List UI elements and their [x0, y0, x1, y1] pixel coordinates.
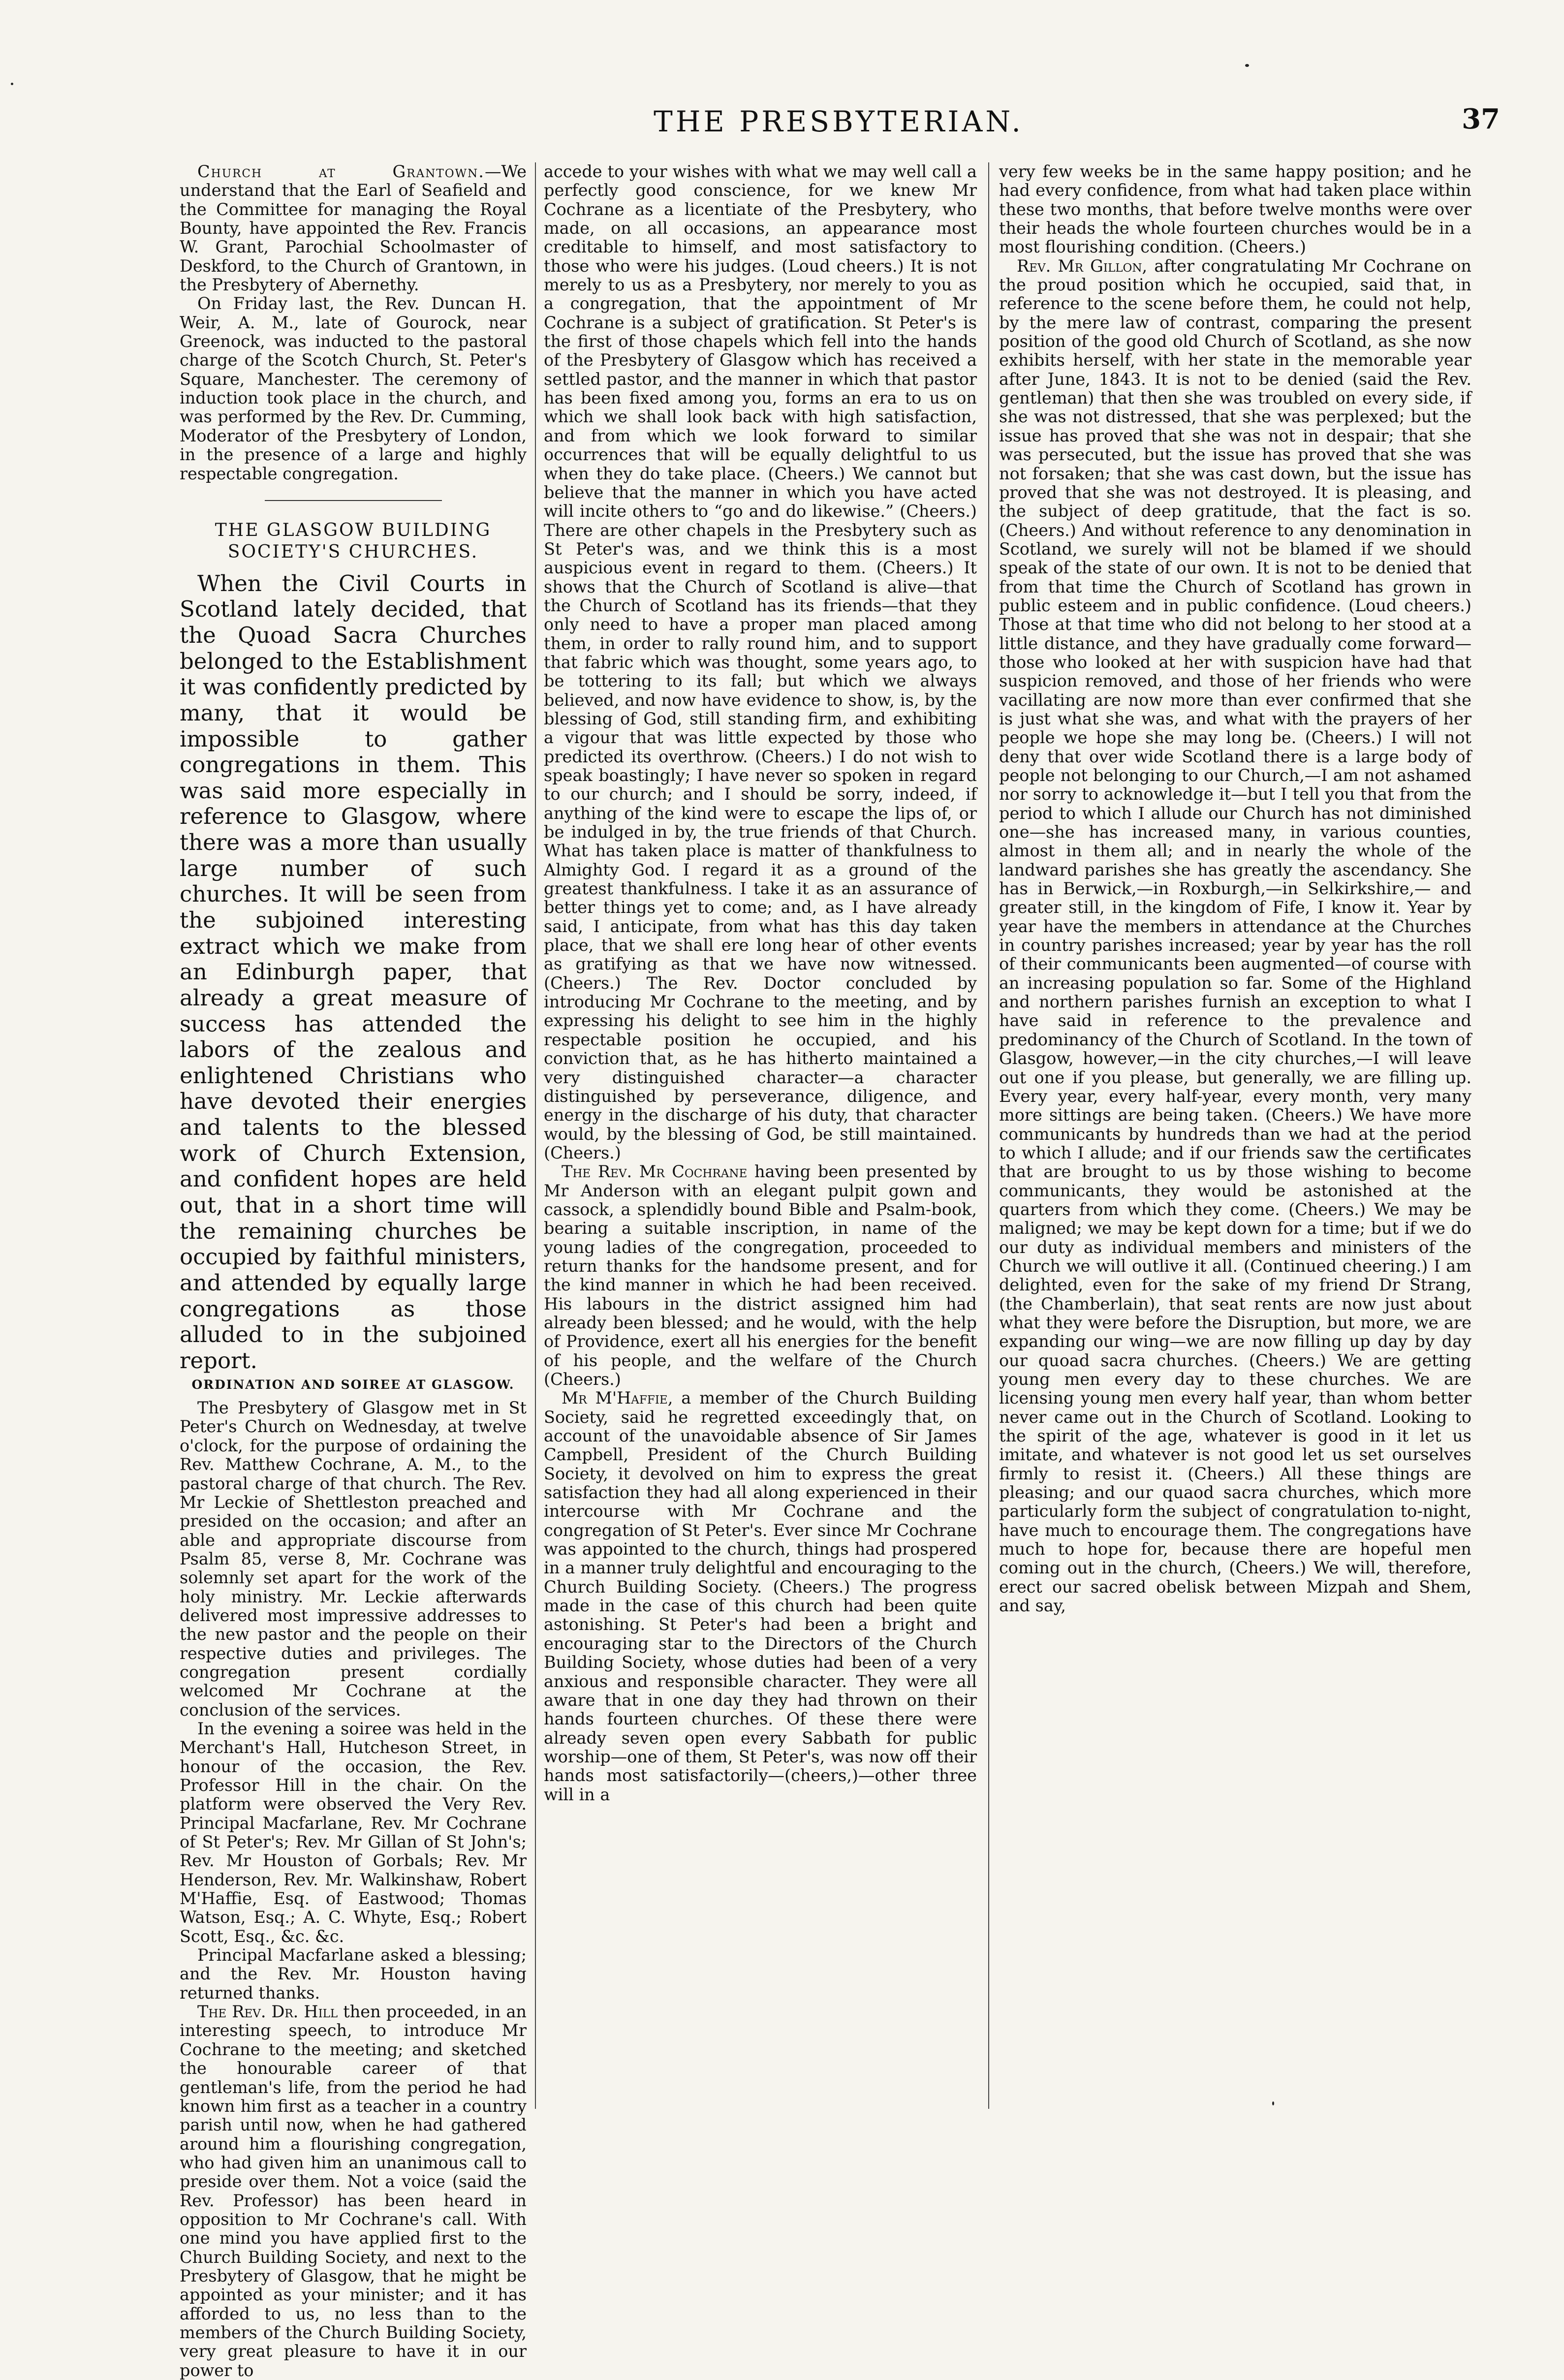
dr-hill-speech-continued: accede to your wishes with what we may well call a perfectly good conscience, for we knew Mr Cochrane as a licentiate of the Presbytery, who made, on all occasions, an appearance most creditable to himself, and most satisfactory to those who were his judges. (Loud cheers.) It is not merely to us as a Presbytery, nor merely to you as a congregation, that the appointment of Mr Cochrane is a subject of gratification. St Peter's is the first of those chapels which fell into the hands of the Presbytery of Glasgow which has received a settled pastor, and the manner in which that pastor has been fixed among you, forms an era to us on which we shall look back with high satisfaction, and from which we look forward to similar occurrences that will be equally delightful to us when they do take place. (Cheers.) We cannot but believe that the manner in which you have acted will incite others to “go and do likewise.” (Cheers.) There are other chapels in the Presbytery such as St Peter's was, and we think this is a most auspicious event in regard to them. (Cheers.) It shows that the Church of Scotland is alive—that the Church of Scotland has its friends—that they only need to have a proper man placed among them, in order to rally round him, and to support that fabric which was thought, some years ago, to be tottering to its fall; but which we always believed, and now have evidence to show, is, by the blessing of God, still standing firm, and exhibiting a vigour that was little expected by those who predicted its overthrow. (Cheers.) I do not wish to speak boastingly; I have never so spoken in regard to our church; and I should be sorry, indeed, if anything of the kind were to escape the lips of, or be indulged in by, the true friends of that Church. What has taken place is matter of thankfulness to Almighty God. I regard it as a ground of the greatest thankfulness. I take it as an assurance of better things yet to come; and, as I have already said, I anticipate, from what has this day taken place, that we shall ere long hear of other events as gratifying as that we have now witnessed. (Cheers.) The Rev. Doctor concluded by introducing Mr Cochrane to the meeting, and by expressing his delight to see him in the highly respectable position he occupied, and his conviction that, as he has hitherto maintained a very distinguished character—a character distinguished by perseverance, diligence, and energy in the discharge of his duty, that character would, by the blessing of God, be still maintained. (Cheers.) [544, 162, 977, 1162]
speaker-name: Mr M'Haffie, [562, 1388, 673, 1408]
mhaffie-speech [544, 1389, 977, 1804]
section-title: THE GLASGOW BUILDING SOCIETY'S CHURCHES. [215, 520, 492, 562]
mhaffie-speech-continued: very few weeks be in the same happy position; and he had every confidence, from what had taken place within these two months, that before twelve months were over their heads the whole fourteen churches would be in a most flourishing condition. (Cheers.) [999, 162, 1471, 257]
speech-body: having been presented by Mr Anderson with an elegant pulpit gown and cassock, a splendidly bound Bible and Psalm-book, bearing a suitable inscription, in name of the young ladies of the congregation, proceeded to return thanks for the handsome present, and for the kind manner in which he had been received. His labours in the district assigned him had already been blessed; and he would, with the help of Providence, exert all his energies for the benefit of his people, and the welfare of the Church (Cheers.) [544, 1162, 977, 1389]
intro-paragraph: When the Civil Courts in Scotland lately decided, that the Quoad Sacra Churches belonged to the Establishment it was confidently predicted by many, that it would be impossible to gather congregations in them. This was said more especially in reference to Glasgow, where there was a more than usually large number of such churches. It will be seen from the subjoined interesting extract which we make from an Edinburgh paper, that already a great measure of success has attended the labors of the zealous and enlightened Christians who have devoted their energies and talents to the blessed work of Church Extension, and confident hopes are held out, that in a short time will the remaining churches be occupied by faithful ministers, and attended by equally large congregations as those alluded to in the subjoined report. [180, 570, 527, 1374]
middle-column [544, 162, 977, 2111]
soiree-paragraph: In the evening a soiree was held in the Merchant's Hall, Hutcheson Street, in honour of the occasion, the Rev. Professor Hill in the chair. On the platform were observed the Very Rev. Principal Macfarlane, Rev. Mr Cochrane of St Peter's; Rev. Mr Gillan of St John's; Rev. Mr Houston of Gorbals; Rev. Mr Henderson, Rev. Mr. Walkinshaw, Robert M'Haffie, Esq. of Eastwood; Thomas Watson, Esq.; A. C. Whyte, Esq.; Robert Scott, Esq., &c. &c. [180, 1719, 527, 1946]
gillon-speech [999, 257, 1471, 1616]
ink-speck [11, 83, 13, 85]
running-title: THE PRESBYTERIAN. [654, 105, 1024, 138]
speech-body: then proceeded, in an interesting speech, to introduce Mr Cochrane to the meeting; and sketched the honourable career of that gentleman's life, from the period he had known him first as a teacher in a country parish until now, when he had gathered around him a flourishing congregation, who had given him an unanimous call to preside over them. Not a voice (said the Rev. Professor) has been heard in opposition to Mr Cochrane's call. With one mind you have applied first to the Church Building Society, and next to the Presbytery of Glasgow, that he might be appointed as your minister; and it has afforded to us, no less than to the members of the Church Building Society, very great pleasure to have it in our power to [180, 2002, 527, 2380]
grantown-notice [180, 162, 527, 294]
speech-body: after congratulating Mr Cochrane on the proud position which he occupied, said that, in reference to the scene before them, he could not help, by the mere law of contrast, comparing the present position of the good old Church of Scotland, as she now exhibits herself, with her state in the memorable year after June, 1843. It is not to be denied (said the Rev. gentleman) that then she was troubled on every side, if she was not distressed, that she was perplexed; but the issue has proved that she was not in despair; that she was persecuted, but the issue has proved that she was not forsaken; that she was cast down, but the issue has proved that she was not destroyed. It is pleasing, and the subject of deep gratitude, that the fact is so. (Cheers.) And without reference to any denomination in Scotland, we surely will not be blamed if we should speak of the state of our own. It is not to be denied that from that time the Church of Scotland has grown in public esteem and in public confidence. (Loud cheers.) Those at that time who did not belong to her stood at a little distance, and they have gradually come forward—those who looked at her with suspicion have had that suspicion removed, and those of her friends who were vacillating are now more than ever confirmed that she is just what she was, and what with the prayers of her people we hope she may long be. (Cheers.) I will not deny that over wide Scotland there is a large body of people not belonging to our Church,—I am not ashamed nor sorry to acknowledge it—but I tell you that from the period to which I allude our Church has not diminished one—she has increased many, in various counties, almost in them all; and in nearly the whole of the landward parishes she has greatly the ascendancy. She has in Berwick,—in Roxburgh,—in Selkirkshire,— and greater still, in the kingdom of Fife, I know it. Year by year have the members in attendance at the Churches in country parishes increased; year by year has the roll of their communicants been augmented—of course with an increasing population so far. Some of the Highland and northern parishes furnish an exception to what I have said in reference to the prevalence and predominancy of the Church of Scotland. In the town of Glasgow, however,—in the city churches,—I will leave out one if you please, but generally, we are filling up. Every year, every half-year, every month, very many more sittings are being taken. (Cheers.) We have more communicants by hundreds than we had at the period to which I allude; and if our friends saw the certificates that are brought to us by those wishing to become communicants, they would be astonished at the quarters from which they come. (Cheers.) We may be maligned; we may be kept down for a time; but if we do our duty as individual members and ministers of the Church we will outlive it all. (Continued cheering.) I am delighted, even for the sake of my friend Dr Strang, (the Chamberlain), that seat rents are now just about what they were before the Disruption, but more, we are expanding our wing—we are now filling up day by day our quoad sacra churches. (Cheers.) We are getting young men every day to these churches. We are licensing young men every half year, than whom better never came out in the Church of Scotland. Looking to the spirit of the age, whatever is good in it let us imitate, and whatever is not good let us set ourselves firmly to resist it. (Cheers.) All these things are pleasing; and our quaod sacra churches, which more particularly form the subject of congratulation to-night, have much to encourage them. The congregations have much to hope for, because there are hopeful men coming out in the church, (Cheers.) We will, therefore, erect our sacred obelisk between Mizpah and Shem, and say, [999, 256, 1472, 1616]
notice-lead: Church at Grantown. [197, 162, 485, 181]
speaker-name: The Rev. Mr Cochrane [562, 1162, 748, 1182]
report-subhead: ORDINATION AND SOIREE AT GLASGOW. [191, 1377, 515, 1392]
dr-hill-speech [180, 2003, 527, 2380]
section-divider [265, 500, 442, 501]
ink-speck [1245, 64, 1249, 67]
page-number: 37 [1462, 103, 1500, 135]
notice-body: —We understand that the Earl of Seafield and the Committee for managing the Royal Bounty, have appointed the Rev. Francis W. Grant, Parochial Schoolmaster of Deskford, to the Church of Grantown, in the Presbytery of Abernethy. [180, 162, 527, 295]
column-rule [535, 162, 536, 2109]
ordination-paragraph: The Presbytery of Glasgow met in St Peter's Church on Wednesday, at twelve o'clock, for the purpose of ordaining the Rev. Matthew Cochrane, A. M., to the pastoral charge of that church. The Rev. Mr Leckie of Shettleston preached and presided on the occasion; and after an able and appropriate discourse from Psalm 85, verse 8, Mr. Cochrane was solemnly set apart for the work of the holy ministry. Mr. Leckie afterwards delivered most impressive addresses to the new pastor and the people on their respective duties and privileges. The congregation present cordially welcomed Mr Cochrane at the conclusion of the services. [180, 1398, 527, 1720]
running-head [177, 101, 1500, 145]
speaker-name: The Rev. Dr. Hill [197, 2002, 338, 2022]
column-rule [988, 162, 989, 2109]
speaker-name: Rev. Mr Gillon, [1017, 256, 1148, 276]
cochrane-reply [544, 1162, 977, 1389]
manchester-induction-paragraph: On Friday last, the Rev. Duncan H. Weir, A. M., late of Gourock, near Greenock, was inducted to the pastoral charge of the Scotch Church, St. Peter's Square, Manchester. The ceremony of induction took place in the church, and was performed by the Rev. Dr. Cumming, Moderator of the Presbytery of London, in the presence of a large and highly respectable congregation. [180, 294, 527, 483]
right-column [999, 162, 1471, 2111]
blessing-paragraph: Principal Macfarlane asked a blessing; and the Rev. Mr. Houston having returned thanks. [180, 1945, 527, 2003]
speech-body: a member of the Church Building Society, said he regretted exceedingly that, on account of the unavoidable absence of Sir James Campbell, President of the Church Building Society, it devolved on him to express the great satisfaction they had all along experienced in their intercourse with Mr Cochrane and the congregation of St Peter's. Ever since Mr Cochrane was appointed to the church, things had prospered in a manner truly delightful and encouraging to the Church Building Society. (Cheers.) The progress made in the case of this church had been quite astonishing. St Peter's had been a bright and encouraging star to the Directors of the Church Building Society, whose duties had been of a very anxious and responsible character. They were all aware that in one day they had thrown on their hands fourteen churches. Of these there were already seven open every Sabbath for public worship—one of them, St Peter's, was now off their hands most satisfactorily—(cheers,)—other three will in a [544, 1388, 977, 1804]
left-column [180, 162, 527, 2380]
